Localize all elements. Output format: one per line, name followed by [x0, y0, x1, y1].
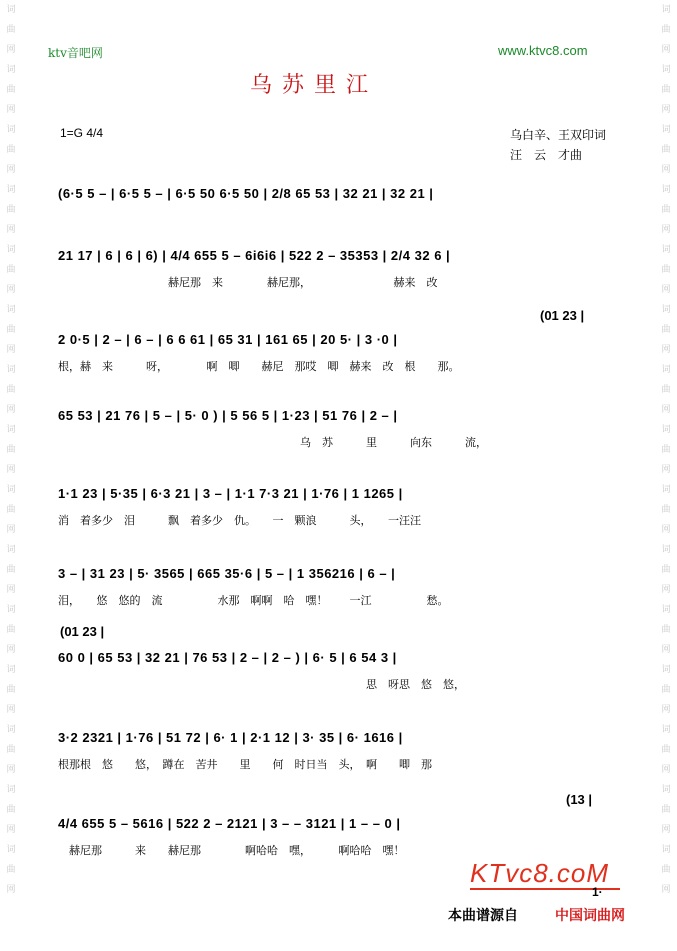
- watermark-char: 词: [6, 245, 16, 255]
- watermark-char: 网: [6, 525, 16, 535]
- watermark-char: 网: [6, 465, 16, 475]
- watermark-char: 曲: [6, 265, 16, 275]
- lyric-line: 消 着多少 泪 飘 着多少 仇。 一 颗浪 头， 一汪汪: [58, 514, 421, 527]
- notation-line: 3 – | 31 23 | 5· 3565 | 665 35·6 | 5 – | 1 356216 | 6 – |: [58, 566, 396, 581]
- watermark-char: 词: [661, 845, 671, 855]
- watermark-char: 曲: [6, 805, 16, 815]
- watermark-char: 词: [6, 845, 16, 855]
- watermark-char: 网: [661, 405, 671, 415]
- watermark-char: 词: [661, 305, 671, 315]
- watermark-char: 词: [6, 425, 16, 435]
- source-site-name: 中国词曲网: [555, 908, 625, 924]
- watermark-char: 词: [6, 665, 16, 675]
- watermark-char: 词: [661, 245, 671, 255]
- notation-line: 60 0 | 65 53 | 32 21 | 76 53 | 2 – | 2 – ) | 6· 5 | 6 54 3 |: [58, 650, 397, 665]
- watermark-char: 网: [661, 885, 671, 895]
- watermark-text: [2, 0, 20, 900]
- watermark-char: 网: [6, 825, 16, 835]
- watermark-char: 曲: [6, 385, 16, 395]
- watermark-char: 曲: [661, 265, 671, 275]
- watermark-char: 曲: [661, 565, 671, 575]
- notation-line: 1·1 23 | 5·35 | 6·3 21 | 3 – | 1·1 7·3 21 | 1·76 | 1 1265 |: [58, 486, 403, 501]
- watermark-char: 曲: [6, 745, 16, 755]
- watermark-char: 曲: [661, 25, 671, 35]
- watermark-char: 网: [6, 345, 16, 355]
- watermark-char: 词: [661, 65, 671, 75]
- lyric-line: 乌 苏 里 向东 流，: [58, 436, 487, 449]
- watermark-right: [657, 0, 675, 900]
- watermark-char: 词: [6, 365, 16, 375]
- watermark-char: 网: [661, 765, 671, 775]
- site-name-left: ktv音吧网: [48, 46, 103, 60]
- watermark-char: 词: [6, 545, 16, 555]
- watermark-char: 网: [6, 885, 16, 895]
- pickup-notes: (01 23 |: [60, 624, 105, 639]
- notation-line: 3·2 2321 | 1·76 | 51 72 | 6· 1 | 2·1 12 | 3· 35 | 6· 1616 |: [58, 730, 403, 745]
- notation-line: 65 53 | 21 76 | 5 – | 5· 0 ) | 5 56 5 | 1·23 | 51 76 | 2 – |: [58, 408, 398, 423]
- watermark-char: 词: [661, 665, 671, 675]
- watermark-char: 网: [661, 105, 671, 115]
- watermark-char: 曲: [661, 205, 671, 215]
- watermark-char: 曲: [6, 25, 16, 35]
- watermark-char: 曲: [661, 745, 671, 755]
- watermark-char: 曲: [6, 565, 16, 575]
- watermark-char: 曲: [6, 325, 16, 335]
- watermark-char: 词: [6, 65, 16, 75]
- watermark-char: 网: [6, 165, 16, 175]
- key-signature: 1=G 4/4: [60, 126, 104, 140]
- song-title: 乌苏里江: [250, 73, 379, 98]
- watermark-char: 网: [6, 225, 16, 235]
- watermark-char: 网: [661, 525, 671, 535]
- watermark-char: 词: [661, 785, 671, 795]
- watermark-char: 曲: [661, 625, 671, 635]
- watermark-char: 词: [661, 425, 671, 435]
- watermark-char: 曲: [6, 145, 16, 155]
- watermark-char: 曲: [661, 85, 671, 95]
- watermark-char: 网: [661, 225, 671, 235]
- watermark-char: 曲: [6, 205, 16, 215]
- watermark-char: 词: [6, 725, 16, 735]
- notation-line: 4/4 655 5 – 5616 | 522 2 – 2121 | 3 – – 3121 | 1 – – 0 |: [58, 816, 401, 831]
- source-label: 本曲谱源自: [448, 908, 518, 924]
- watermark-char: 词: [661, 365, 671, 375]
- watermark-char: 曲: [661, 865, 671, 875]
- watermark-char: 网: [6, 585, 16, 595]
- lyricist-credit: 乌白辛、王双印词: [510, 128, 607, 142]
- watermark-char: 网: [6, 405, 16, 415]
- watermark-char: 曲: [661, 685, 671, 695]
- watermark-char: 词: [6, 125, 16, 135]
- watermark-char: 网: [661, 345, 671, 355]
- watermark-char: 网: [6, 45, 16, 55]
- watermark-char: 网: [6, 285, 16, 295]
- watermark-char: 曲: [661, 505, 671, 515]
- watermark-char: 词: [6, 305, 16, 315]
- lyric-line: 赫尼那 来 赫尼那 啊哈哈 嘿， 啊哈哈 嘿！: [58, 844, 405, 857]
- watermark-char: 曲: [661, 445, 671, 455]
- watermark-char: 曲: [661, 145, 671, 155]
- watermark-left: [2, 0, 20, 900]
- watermark-text: [657, 0, 675, 900]
- lyric-line: 泪， 悠 悠的 流 水那 啊啊 哈 嘿！ 一江 愁。: [58, 594, 449, 607]
- watermark-char: 网: [661, 825, 671, 835]
- pickup-notes: (01 23 |: [540, 308, 585, 323]
- page-number: 1·: [592, 885, 603, 899]
- watermark-char: 网: [6, 765, 16, 775]
- lyric-line: 赫尼那 来 赫尼那， 赫来 改: [58, 276, 438, 289]
- watermark-char: 网: [6, 705, 16, 715]
- watermark-char: 词: [661, 725, 671, 735]
- watermark-char: 曲: [6, 625, 16, 635]
- notation-line: 21 17 | 6 | 6 | 6) | 4/4 655 5 – 6i6i6 | 522 2 – 35353 | 2/4 32 6 |: [58, 248, 451, 263]
- watermark-char: 网: [661, 645, 671, 655]
- watermark-char: 词: [661, 5, 671, 15]
- watermark-char: 词: [6, 185, 16, 195]
- watermark-char: 网: [6, 645, 16, 655]
- site-logo: KTvc8.coM: [470, 858, 610, 888]
- watermark-char: 词: [661, 185, 671, 195]
- watermark-char: 词: [6, 785, 16, 795]
- pickup-notes: (13 |: [566, 792, 593, 807]
- watermark-char: 曲: [6, 85, 16, 95]
- watermark-char: 网: [661, 705, 671, 715]
- watermark-char: 词: [6, 5, 16, 15]
- notation-line: 2 0·5 | 2 – | 6 – | 6 6 61 | 65 31 | 161 65 | 20 5· | 3 ·0 |: [58, 332, 398, 347]
- notation-line: (6·5 5 – | 6·5 5 – | 6·5 50 6·5 50 | 2/8 65 53 | 32 21 | 32 21 |: [58, 186, 434, 201]
- lyric-line: 思 呀思 悠 悠，: [58, 678, 465, 691]
- site-url-right: www.ktvc8.com: [498, 43, 588, 58]
- watermark-char: 曲: [661, 325, 671, 335]
- watermark-char: 词: [6, 605, 16, 615]
- watermark-char: 网: [6, 105, 16, 115]
- watermark-char: 曲: [6, 505, 16, 515]
- watermark-char: 网: [661, 585, 671, 595]
- watermark-char: 网: [661, 285, 671, 295]
- lyric-line: 根那根 悠 悠， 蹲在 苦井 里 何 时日当 头， 啊 唧 那: [58, 758, 432, 771]
- watermark-char: 词: [661, 125, 671, 135]
- watermark-char: 曲: [6, 685, 16, 695]
- watermark-char: 词: [661, 485, 671, 495]
- watermark-char: 网: [661, 465, 671, 475]
- watermark-char: 曲: [6, 445, 16, 455]
- watermark-char: 词: [661, 605, 671, 615]
- watermark-char: 网: [661, 165, 671, 175]
- watermark-char: 曲: [661, 385, 671, 395]
- composer-credit: 汪 云 才曲: [510, 148, 583, 162]
- watermark-char: 词: [6, 485, 16, 495]
- watermark-char: 网: [661, 45, 671, 55]
- lyric-line: 根，赫 来 呀， 啊 唧 赫尼 那哎 唧 赫来 改 根 那。: [58, 360, 460, 373]
- watermark-char: 词: [661, 545, 671, 555]
- watermark-char: 曲: [6, 865, 16, 875]
- watermark-char: 曲: [661, 805, 671, 815]
